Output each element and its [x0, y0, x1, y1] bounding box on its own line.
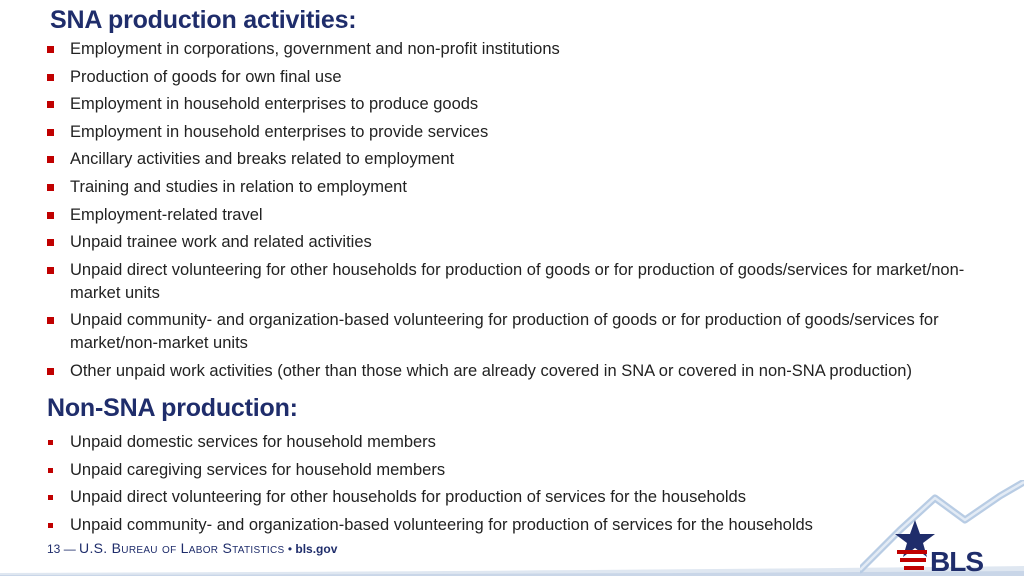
list-item	[0, 204, 1000, 227]
list-item-text: Production of goods for own final use	[70, 67, 342, 86]
slide-footer	[47, 540, 337, 556]
non-sna-heading: Non-SNA production:	[47, 394, 298, 422]
list-item-text: Employment-related travel	[70, 205, 263, 224]
list-item-text: Other unpaid work activities (other than those which are already covered in SNA or covered in non-SNA production)	[70, 361, 912, 380]
list-item	[0, 431, 1000, 454]
list-item-text: Unpaid trainee work and related activities	[70, 233, 372, 252]
list-item-text: Unpaid domestic services for household members	[70, 433, 436, 451]
list-item-text: Employment in corporations, government and non-profit institutions	[70, 40, 560, 58]
non-sna-activities-list	[0, 431, 1000, 541]
sna-heading: SNA production activities:	[50, 6, 357, 34]
list-item-text: Employment in household enterprises to provide services	[70, 122, 489, 141]
list-item	[0, 459, 1000, 482]
list-item-text: Ancillary activities and breaks related to employment	[70, 150, 455, 169]
list-item	[0, 360, 1000, 383]
square-bullet-icon	[47, 101, 54, 108]
logo-text: BLS	[930, 546, 983, 576]
footer-separator: •	[287, 542, 293, 556]
square-bullet-icon	[48, 468, 53, 473]
list-item-text: Unpaid direct volunteering for other households for production of goods or for production of goods/services for market/non-market units	[70, 260, 965, 302]
list-item	[0, 66, 1000, 89]
list-item	[0, 309, 1000, 355]
list-item	[0, 121, 1000, 144]
bls-logo	[860, 480, 1024, 576]
list-item-text: Training and studies in relation to employment	[70, 177, 407, 196]
list-item	[0, 148, 1000, 171]
list-item	[0, 259, 1000, 305]
agency-name: U.S. Bureau of Labor Statistics	[79, 540, 285, 556]
list-item	[0, 176, 1000, 199]
page-number: 13	[47, 542, 61, 556]
square-bullet-icon	[47, 212, 54, 219]
list-item	[0, 514, 1000, 537]
list-item-text: Unpaid caregiving services for household members	[70, 460, 446, 479]
sna-activities-list	[0, 38, 1000, 388]
list-item	[0, 486, 1000, 509]
square-bullet-icon	[47, 317, 54, 324]
list-item-text: Unpaid community- and organization-based volunteering for production of services for the households	[70, 515, 813, 534]
square-bullet-icon	[47, 184, 54, 191]
list-item	[0, 38, 1000, 61]
square-bullet-icon	[48, 440, 53, 445]
square-bullet-icon	[47, 239, 54, 246]
square-bullet-icon	[47, 74, 54, 81]
square-bullet-icon	[47, 267, 54, 274]
list-item-text: Employment in household enterprises to produce goods	[70, 95, 479, 114]
list-item-text: Unpaid direct volunteering for other households for production of services for the households	[70, 488, 746, 507]
footer-dash: —	[63, 542, 76, 556]
square-bullet-icon	[47, 368, 54, 375]
list-item	[0, 231, 1000, 254]
list-item-text: Unpaid community- and organization-based volunteering for production of goods or for production of goods/services for market/non-market units	[70, 311, 939, 353]
square-bullet-icon	[48, 523, 53, 528]
square-bullet-icon	[47, 46, 54, 53]
square-bullet-icon	[47, 156, 54, 163]
square-bullet-icon	[47, 129, 54, 136]
square-bullet-icon	[48, 495, 53, 500]
list-item	[0, 93, 1000, 116]
site-link[interactable]: bls.gov	[295, 542, 338, 556]
